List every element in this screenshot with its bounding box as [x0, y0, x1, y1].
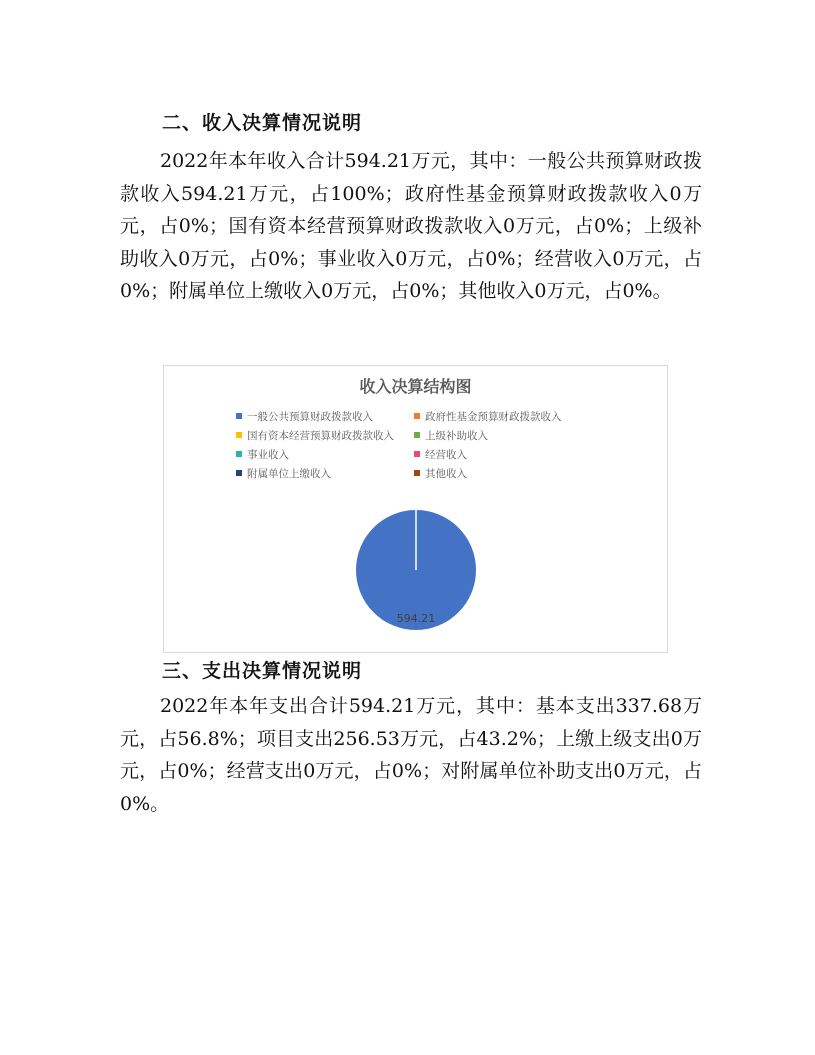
legend-label: 政府性基金预算财政拨款收入 — [425, 411, 562, 423]
pie-svg — [164, 366, 669, 654]
legend-label: 国有资本经营预算财政拨款收入 — [247, 430, 394, 442]
legend-label: 附属单位上缴收入 — [247, 468, 331, 480]
income-pie-chart — [163, 365, 668, 653]
expense-paragraph: 2022年本年支出合计594.21万元，其中：基本支出337.68万元，占56.8%；项目支出256.53万元，占43.2%；上缴上级支出0万元，占0%；经营支出0万元，占0%；对附属单位补助支出0万元，占0%。 — [120, 695, 702, 815]
legend-label: 其他收入 — [425, 468, 467, 480]
chart-title: 收入决算结构图 — [359, 377, 472, 396]
legend-label: 事业收入 — [247, 449, 289, 461]
section-heading-income: 二、收入决算情况说明 — [162, 112, 363, 134]
income-paragraph: 2022年本年收入合计594.21万元，其中：一般公共预算财政拨款收入594.21万元，占100%；政府性基金预算财政拨款收入0万元，占0%；国有资本经营预算财政拨款收入0万元，占0%；上级补助收入0万元，占0%；事业收入0万元，占0%；经营收入0万元，占0%；附属单位上缴收入0万元，占0%；其他收入0万元，占0%。 — [120, 150, 702, 302]
legend-label: 上级补助收入 — [425, 430, 488, 442]
legend-label: 经营收入 — [425, 449, 467, 461]
data-label: 594.21 — [396, 612, 436, 625]
section-heading-expense: 三、支出决算情况说明 — [162, 660, 363, 682]
legend-label: 一般公共预算财政拨款收入 — [247, 411, 373, 423]
